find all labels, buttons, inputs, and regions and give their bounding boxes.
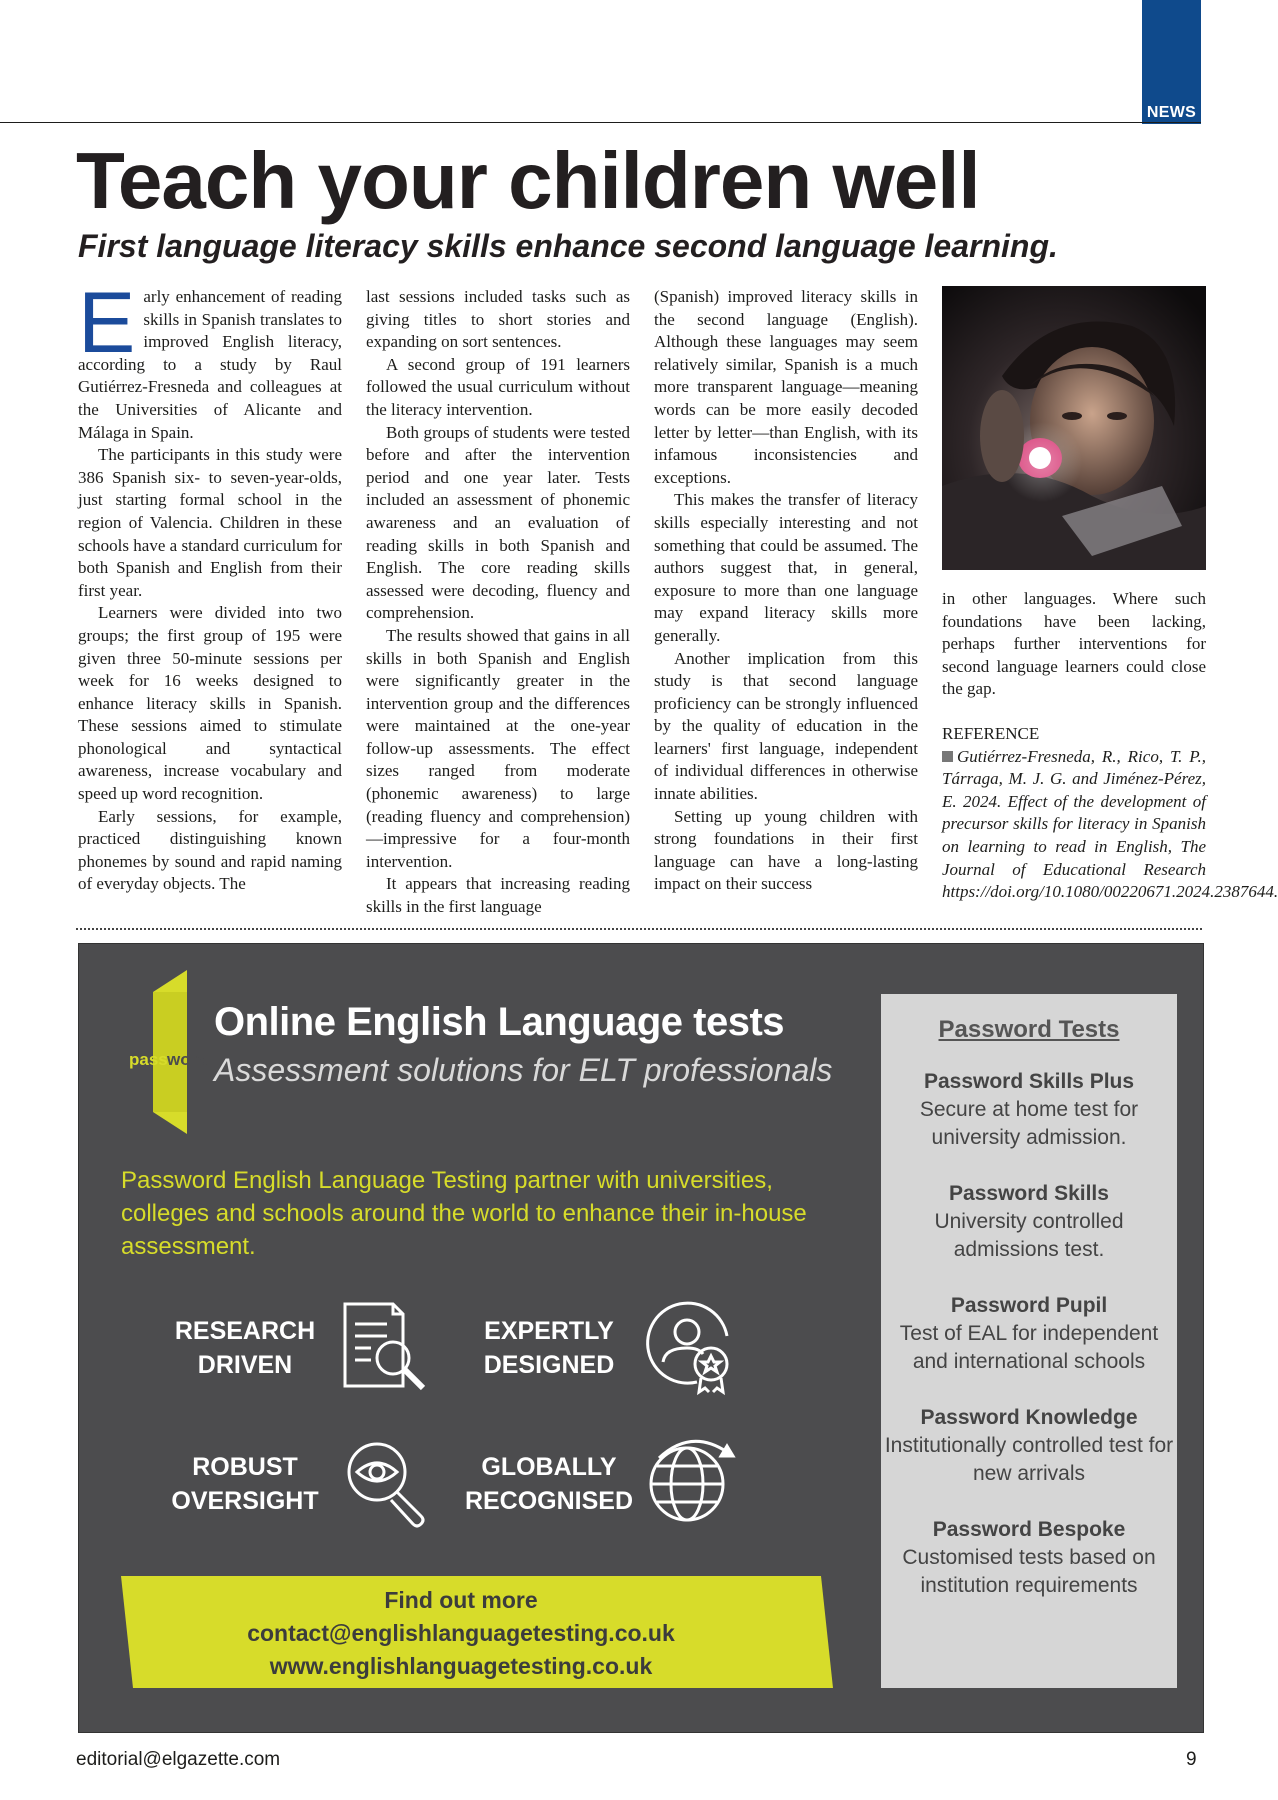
article-paragraph: Another implication from this study is that second language proficiency can be strongly influenced by the quality of education in the learners' first language, independent of individual differences in otherwise innate abilities. <box>654 648 918 804</box>
article-paragraph: A second group of 191 learners followed the usual curriculum without the literacy intervention. <box>366 354 630 419</box>
headline: Teach your children well <box>76 136 980 225</box>
test-item: Password Skills Plus Secure at home test for university admission. <box>919 1070 1139 1149</box>
article-paragraph: Setting up young children with strong foundations in their first language can have a long-lasting impact on their success <box>654 806 918 894</box>
eye-magnifier-icon <box>337 1432 435 1530</box>
feature-research-driven: RESEARCH DRIVEN <box>174 1317 316 1379</box>
page-number: 9 <box>1186 1749 1197 1770</box>
ad-blurb: Password English Language Testing partner with universities, colleges and schools around the world to enhance their in-house assessment. <box>121 1167 807 1260</box>
test-item: Password Pupil Test of EAL for independent and international schools <box>899 1294 1159 1373</box>
article-paragraph: Learners were divided into two groups; the first group of 195 were given three 50-minute sessions per week for 16 weeks designed to enhance literacy skills in Spanish. These sessions aimed to stimulate phonological and syntactical awareness, increase vocabulary and speed up word recognition. <box>78 603 342 804</box>
article-paragraph: The participants in this study were 386 Spanish six- to seven-year-olds, just starting formal school in the region of Valencia. Children in these schools have a standard curriculum for both Spanish and English from their first year. <box>78 445 342 600</box>
article-paragraph: Both groups of students were tested before and after the intervention period and one year later. Tests included an assessment of phonemic awareness and an evaluation of reading skills in both Spanish and English. The core reading skills assessed were decoding, fluency and comprehension. <box>366 422 630 623</box>
top-rule <box>0 122 1201 123</box>
child-reading-photo <box>942 286 1206 570</box>
article-paragraph: The results showed that gains in all skills in both Spanish and English were significantly greater in the intervention group and the differences were maintained at the one-year follow-up assessments. The effect sizes ranged from moderate (phonemic awareness) to large (reading fluency and comprehension)—impressive for a four-month intervention. <box>366 625 630 871</box>
article-paragraph: Early sessions, for example, practiced distinguishing known phonemes by sound and rapid naming of everyday objects. The <box>78 806 342 894</box>
article-column-3 <box>654 286 918 896</box>
section-tab <box>1142 0 1201 124</box>
section-tab-label: NEWS <box>1146 104 1197 121</box>
footer-email[interactable]: editorial@elgazette.com <box>76 1749 281 1770</box>
feature-globally-recognised: GLOBALLY RECOGNISED <box>464 1453 634 1515</box>
test-item: Password Skills University controlled admissions test. <box>934 1182 1124 1261</box>
ad-subtitle: Assessment solutions for ELT professionals <box>214 1052 833 1088</box>
drop-cap: E <box>78 275 136 371</box>
document-search-icon <box>337 1296 435 1394</box>
test-item: Password Knowledge Institutionally controlled test for new arrivals <box>884 1406 1174 1485</box>
subhead: First language literacy skills enhance second language learning. <box>78 228 1058 264</box>
test-item: Password Bespoke Customised tests based on institution requirements <box>902 1518 1156 1597</box>
article-column-4 <box>942 588 1278 904</box>
article-column-1 <box>78 275 342 896</box>
user-award-icon <box>641 1296 739 1394</box>
article-paragraph: Early enhancement of reading skills in Spanish translates to improved English literacy, according to a study by Raul Gutiérrez-Fresneda and colleagues at the Universities of Alicante and Málaga in Spain. <box>78 275 342 442</box>
article-paragraph: in other languages. Where such foundations have been lacking, perhaps further interventions for second language learners could close the gap. <box>942 589 1206 699</box>
password-tests-panel <box>881 994 1177 1688</box>
reference-title: REFERENCE <box>942 723 1040 743</box>
article-paragraph: This makes the transfer of literacy skills especially interesting and not something that could be assumed. The authors suggest that, in general, exposure to more than one language may expand literacy skills more generally. <box>654 490 918 645</box>
article-paragraph: (Spanish) improved literacy skills in the second language (English). Although these languages may seem relatively similar, Spanish is a much more transparent language—meaning words can be more easily decoded letter by letter—than English, with its infamous inconsistencies and exceptions. <box>654 287 918 487</box>
feature-robust-oversight: ROBUST OVERSIGHT <box>171 1453 319 1515</box>
cta-website-link[interactable]: www.englishlanguagetesting.co.uk <box>269 1653 653 1679</box>
tests-heading: Password Tests <box>938 1016 1120 1043</box>
svg-text:pass: pass <box>129 1050 168 1069</box>
globe-icon <box>641 1432 739 1530</box>
feature-expertly-designed: EXPERTLY DESIGNED <box>483 1317 615 1379</box>
cta-email-link[interactable]: contact@englishlanguagetesting.co.uk <box>247 1620 675 1646</box>
bullet-square-icon <box>942 751 953 762</box>
section-divider <box>76 928 1202 930</box>
reference-text: Gutiérrez-Fresneda, R., Rico, T. P., Tárraga, M. J. G. and Jiménez-Pérez, E. 2024. Effect of the development of precursor skills for literacy in Spanish on learning to read in English, The Journal of Educational Research https://doi.org/10.1080/00220671.2024.2387644. <box>942 746 1278 902</box>
ad-title: Online English Language tests <box>214 1000 785 1044</box>
article-paragraph: last sessions included tasks such as giving titles to short stories and expanding on sort sentences. <box>366 287 630 352</box>
cta-text <box>121 1584 801 1683</box>
cta-heading: Find out more <box>384 1587 538 1613</box>
password-advert <box>78 943 1204 1733</box>
article-column-2 <box>366 286 630 919</box>
svg-text:word: word <box>167 1050 208 1069</box>
article-paragraph: It appears that increasing reading skills in the first language <box>366 874 630 917</box>
